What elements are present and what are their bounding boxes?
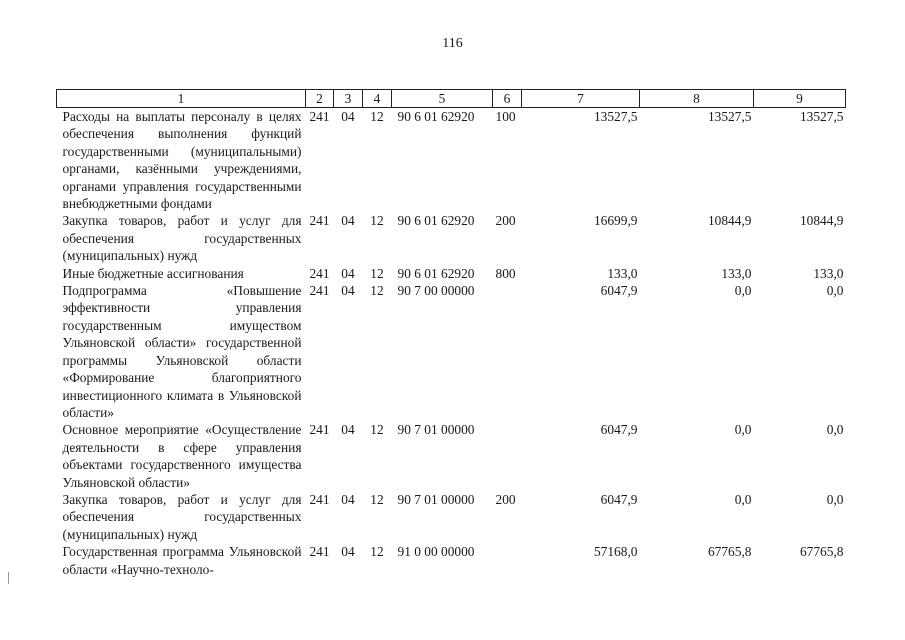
row-col-5: 91 0 00 00000: [397, 544, 475, 560]
table-row: [57, 265, 846, 282]
row-col-6: [493, 282, 522, 421]
row-col-7: 6047,9: [600, 422, 638, 438]
header-col-5: 5: [392, 90, 493, 108]
scan-edge-mark: [8, 572, 9, 584]
row-col-3: 04: [341, 265, 355, 281]
row-col-6: 100: [495, 109, 516, 124]
row-col-2: 241: [309, 213, 330, 229]
row-col-3: 04: [341, 109, 355, 124]
row-col-5: 90 6 01 62920: [397, 213, 475, 229]
row-name: Закупка товаров, работ и услуг для обеспечения государственных (муниципальных) нужд: [62, 491, 302, 542]
row-col-9: 67765,8: [799, 544, 844, 560]
row-col-6: 800: [495, 265, 516, 281]
table-row: [57, 543, 846, 578]
row-col-9: 10844,9: [799, 213, 844, 229]
row-col-2: 241: [309, 283, 330, 299]
table-row: [57, 421, 846, 491]
row-col-8: 0,0: [734, 422, 752, 438]
row-col-3: 04: [341, 283, 355, 299]
header-col-4: 4: [363, 90, 392, 108]
budget-table: [56, 89, 846, 578]
table-row: [57, 282, 846, 421]
header-col-2: 2: [306, 90, 334, 108]
row-col-8: 133,0: [721, 265, 752, 281]
row-col-2: 241: [309, 491, 330, 507]
row-col-7: 16699,9: [593, 213, 638, 229]
row-col-5: 90 6 01 62920: [397, 109, 475, 124]
row-col-4: 12: [370, 283, 384, 299]
row-name: Закупка товаров, работ и услуг для обеспечения государственных (муниципальных) нужд: [62, 213, 302, 264]
header-col-8: 8: [640, 90, 754, 108]
page-number: 116: [442, 36, 463, 51]
row-col-9: 0,0: [826, 283, 844, 299]
table-row: [57, 491, 846, 543]
row-col-9: 0,0: [826, 422, 844, 438]
row-col-8: 67765,8: [707, 544, 752, 560]
row-col-8: 13527,5: [707, 109, 752, 124]
row-name: Подпрограмма «Повышение эффективности управления государственным имуществом Ульяновской области» государственной программы Ульяновской области «Формирование благоприятного инвестиционного климата в Ульяновской области»: [62, 283, 302, 420]
row-col-6: 200: [495, 213, 516, 229]
row-col-9: 13527,5: [799, 109, 844, 124]
row-col-6: [493, 543, 522, 578]
row-col-6: [493, 421, 522, 491]
table-row: [57, 108, 846, 213]
row-col-7: 13527,5: [593, 109, 638, 124]
header-col-1: 1: [57, 90, 306, 108]
row-col-5: 90 7 00 00000: [397, 283, 475, 299]
row-name: Иные бюджетные ассигнования: [62, 265, 244, 281]
row-col-9: 133,0: [813, 265, 844, 281]
row-col-8: 0,0: [734, 283, 752, 299]
row-col-8: 10844,9: [707, 213, 752, 229]
row-col-7: 6047,9: [600, 491, 638, 507]
row-col-3: 04: [341, 213, 355, 229]
header-col-6: 6: [493, 90, 522, 108]
row-col-3: 04: [341, 544, 355, 560]
row-col-4: 12: [370, 109, 384, 124]
row-col-7: 57168,0: [593, 544, 638, 560]
row-name: Основное мероприятие «Осуществление деятельности в сфере управления объектами государственного имущества Ульяновской области»: [62, 422, 302, 490]
row-col-4: 12: [370, 491, 384, 507]
row-col-4: 12: [370, 213, 384, 229]
row-col-5: 90 6 01 62920: [397, 265, 475, 281]
row-col-7: 6047,9: [600, 283, 638, 299]
row-col-5: 90 7 01 00000: [397, 491, 475, 507]
row-name: Государственная программа Ульяновской области «Научно-техноло-: [62, 544, 302, 577]
row-name: Расходы на выплаты персоналу в целях обеспечения выполнения функций государственными (муниципальными) органами, казёнными учреждениями, органами управления государственными внебюджетными фондами: [62, 109, 302, 212]
row-col-6: 200: [495, 491, 516, 507]
row-col-3: 04: [341, 422, 355, 438]
row-col-8: 0,0: [734, 491, 752, 507]
header-col-9: 9: [754, 90, 846, 108]
row-col-2: 241: [309, 109, 330, 124]
row-col-2: 241: [309, 422, 330, 438]
row-col-4: 12: [370, 544, 384, 560]
row-col-2: 241: [309, 265, 330, 281]
row-col-7: 133,0: [607, 265, 638, 281]
row-col-4: 12: [370, 265, 384, 281]
row-col-2: 241: [309, 544, 330, 560]
row-col-9: 0,0: [826, 491, 844, 507]
header-col-7: 7: [522, 90, 640, 108]
row-col-4: 12: [370, 422, 384, 438]
table-row: [57, 212, 846, 264]
row-col-5: 90 7 01 00000: [397, 422, 475, 438]
table-header-row: [57, 90, 846, 108]
header-col-3: 3: [334, 90, 363, 108]
row-col-3: 04: [341, 491, 355, 507]
